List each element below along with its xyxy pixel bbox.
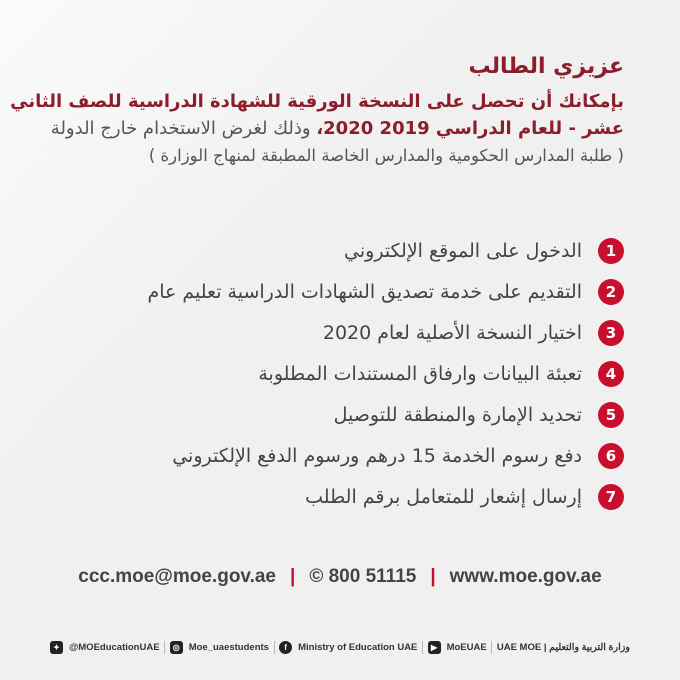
social-footer (50, 637, 630, 657)
intro-line-2-bold: عشر - للعام الدراسي 2019 2020، (316, 118, 624, 139)
contact-separator: | (290, 566, 296, 587)
footer-divider (164, 641, 165, 654)
step-number-badge: 1 (598, 238, 624, 264)
step-text: اختيار النسخة الأصلية لعام 2020 (322, 321, 582, 344)
contact-separator: | (430, 566, 436, 587)
intro-line-3: ( طلبة المدارس الحكومية والمدارس الخاصة المطبقة لمنهاج الوزارة ) (148, 146, 624, 165)
contact-email[interactable]: ccc.moe@moe.gov.ae (78, 566, 276, 587)
step-number-badge: 7 (598, 484, 624, 510)
facebook-handle: Ministry of Education UAE (298, 641, 418, 653)
ministry-brand-text: UAE MOE | وزارة التربية والتعليم (496, 641, 630, 653)
twitter-icon: ✦ (50, 641, 63, 654)
youtube-icon: ▶ (428, 641, 441, 654)
step-item (64, 353, 624, 394)
step-text: إرسال إشعار للمتعامل برقم الطلب (305, 485, 582, 508)
youtube-link[interactable] (428, 641, 487, 654)
step-item (64, 271, 624, 312)
step-number-badge: 5 (598, 402, 624, 428)
step-number-badge: 3 (598, 320, 624, 346)
contact-phone[interactable]: © 800 51115 (309, 566, 417, 587)
facebook-link[interactable] (279, 641, 417, 654)
contact-website[interactable]: www.moe.gov.ae (449, 566, 602, 587)
step-text: الدخول على الموقع الإلكتروني (344, 239, 582, 262)
step-text: التقديم على خدمة تصديق الشهادات الدراسية تعليم عام (147, 280, 582, 303)
greeting-title: عزيزي الطالب (468, 54, 624, 79)
step-text: تعبئة البيانات وارفاق المستندات المطلوبة (258, 362, 582, 385)
steps-list (64, 230, 624, 517)
instagram-icon: ◎ (170, 641, 183, 654)
step-number-badge: 4 (598, 361, 624, 387)
intro-line-2-rest: وذلك لغرض الاستخدام خارج الدولة (50, 118, 317, 139)
twitter-link[interactable] (50, 641, 160, 654)
step-item (64, 476, 624, 517)
footer-divider (422, 641, 423, 654)
instagram-handle: Moe_uaestudents (188, 641, 269, 653)
contact-bar (60, 566, 620, 588)
intro-section (10, 52, 624, 169)
step-item (64, 312, 624, 353)
footer-divider (274, 641, 275, 654)
step-number-badge: 2 (598, 279, 624, 305)
step-text: دفع رسوم الخدمة 15 درهم ورسوم الدفع الإلكتروني (172, 444, 582, 467)
ministry-brand (497, 642, 630, 653)
step-item (64, 435, 624, 476)
instagram-link[interactable] (170, 641, 269, 654)
twitter-handle: @MOEducationUAE (69, 641, 160, 653)
step-number-badge: 6 (598, 443, 624, 469)
step-item (64, 230, 624, 271)
facebook-icon: f (279, 641, 292, 654)
intro-line-1: بإمكانك أن تحصل على النسخة الورقية للشهادة الدراسية للصف الثاني (10, 91, 624, 112)
youtube-handle: MoEUAE (446, 641, 487, 653)
intro-line-2 (40, 115, 624, 142)
step-item (64, 394, 624, 435)
footer-divider (491, 641, 492, 654)
step-text: تحديد الإمارة والمنطقة للتوصيل (333, 403, 582, 426)
